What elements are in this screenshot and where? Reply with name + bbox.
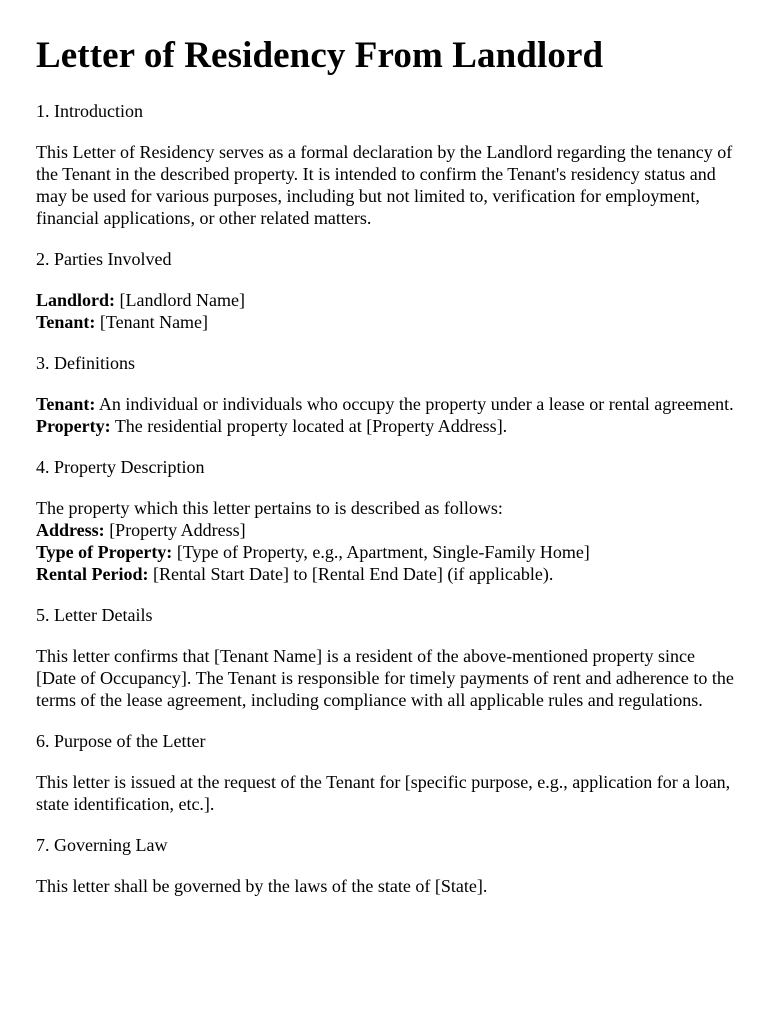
document-title: Letter of Residency From Landlord <box>36 35 604 76</box>
term-label: Tenant: <box>36 312 96 332</box>
section-heading: 7. Governing Law <box>36 835 168 855</box>
section-body: This letter confirms that [Tenant Name] is a resident of the above-mentioned property since [Date of Occupancy]. The Tenant is responsible for timely payments of rent and adherence to the terms of the lease agreement, including compliance with all applicable rules and regulations. <box>36 646 734 710</box>
section-property-description <box>36 456 736 585</box>
section-intro: The property which this letter pertains to is described as follows: <box>36 498 503 518</box>
term-label: Property: <box>36 416 111 436</box>
rental-period <box>36 563 736 585</box>
term-value: An individual or individuals who occupy the property under a lease or rental agreement. <box>95 394 734 414</box>
section-heading: 2. Parties Involved <box>36 249 172 269</box>
section-heading: 5. Letter Details <box>36 605 153 625</box>
term-value: [Type of Property, e.g., Apartment, Single-Family Home] <box>172 542 590 562</box>
definition-tenant <box>36 393 736 415</box>
section-body: This letter shall be governed by the laws of the state of [State]. <box>36 876 488 896</box>
term-value: [Rental Start Date] to [Rental End Date] (if applicable). <box>148 564 554 584</box>
term-value: [Tenant Name] <box>95 312 209 332</box>
section-letter-details <box>36 604 736 711</box>
section-body: This letter is issued at the request of the Tenant for [specific purpose, e.g., application for a loan, state identification, etc.]. <box>36 772 731 814</box>
property-type <box>36 541 736 563</box>
term-label: Address: <box>36 520 105 540</box>
section-heading: 6. Purpose of the Letter <box>36 731 206 751</box>
term-value: [Property Address] <box>104 520 246 540</box>
document-page <box>36 0 736 897</box>
party-tenant <box>36 311 736 333</box>
section-purpose <box>36 730 736 815</box>
property-address <box>36 519 736 541</box>
party-landlord <box>36 289 736 311</box>
section-introduction <box>36 100 736 229</box>
section-heading: 4. Property Description <box>36 457 205 477</box>
section-parties-involved <box>36 248 736 333</box>
section-governing-law <box>36 834 736 897</box>
section-definitions <box>36 352 736 437</box>
term-value: The residential property located at [Property Address]. <box>110 416 508 436</box>
section-body: This Letter of Residency serves as a formal declaration by the Landlord regarding the tenancy of the Tenant in the described property. It is intended to confirm the Tenant's residency status and may be used for various purposes, including but not limited to, verification for employment, financial applications, or other related matters. <box>36 142 733 228</box>
term-label: Tenant: <box>36 394 96 414</box>
term-label: Rental Period: <box>36 564 149 584</box>
term-value: [Landlord Name] <box>115 290 245 310</box>
spacer <box>36 78 736 100</box>
section-heading: 3. Definitions <box>36 353 135 373</box>
section-heading: 1. Introduction <box>36 101 143 121</box>
term-label: Landlord: <box>36 290 116 310</box>
term-label: Type of Property: <box>36 542 173 562</box>
definition-property <box>36 415 736 437</box>
